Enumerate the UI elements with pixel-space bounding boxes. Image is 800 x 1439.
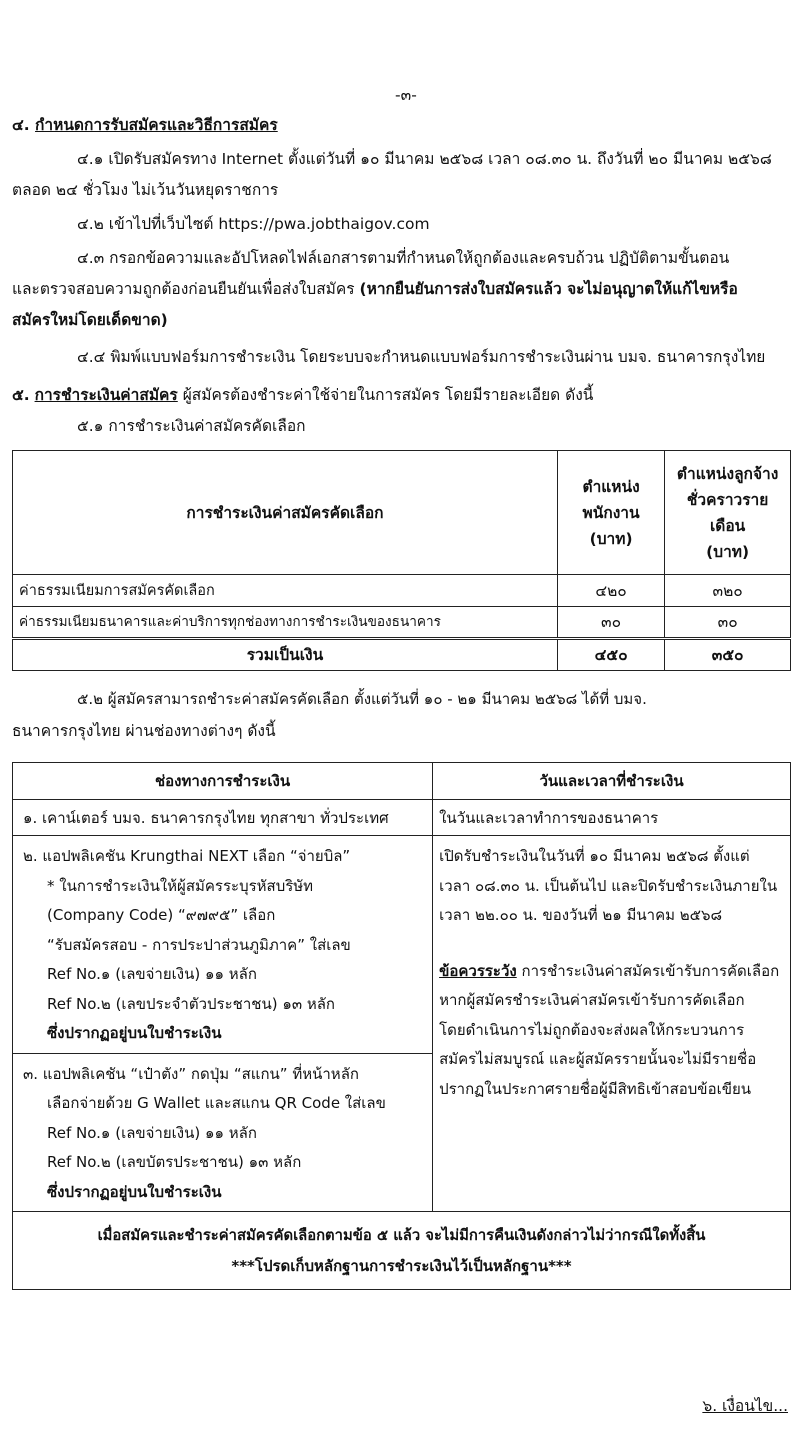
p43-line2-bold: (หากยืนยันการส่งใบสมัครแล้ว จะไม่อนุญาตให้แก้ไขหรือ [359,280,738,298]
next-page-hint [702,1393,788,1419]
channel-row3-line: Ref No.๒ (เลขบัตรประชาชน) ๑๓ หลัก [47,1153,302,1171]
fee-header-col1-line: (บาท) [589,529,633,548]
time-line: เปิดรับชำระเงินในวันที่ ๑๐ มีนาคม ๒๕๖๘ ตั้งแต่ [439,847,750,865]
time-line: เวลา ๐๘.๓๐ น. เป็นต้นไป และปิดรับชำระเงินภายใน [439,876,778,895]
p43-line3: สมัครใหม่โดยเด็ดขาด) [12,311,168,329]
fee-header-col2-line: (บาท) [706,542,750,561]
p52-line1: ๕.๒ ผู้สมัครสามารถชำระค่าสมัครคัดเลือก ตั้งแต่วันที่ ๑๐ - ๒๑ มีนาคม ๒๕๖๘ ได้ที่ บมจ. [77,690,647,708]
time-line: เวลา ๒๒.๐๐ น. ของวันที่ ๒๑ มีนาคม ๒๕๖๘ [439,906,723,924]
time-line: หากผู้สมัครชำระเงินค่าสมัครเข้ารับการคัดเลือก [439,991,745,1009]
fee-total-row [13,639,791,671]
section4-title: กำหนดการรับสมัครและวิธีการสมัคร [35,116,278,134]
table-row [13,800,791,836]
p52-line2: ธนาคารกรุงไทย ผ่านช่องทางต่างๆ ดังนี้ [12,722,276,740]
channel-row2-line: (Company Code) “๙๗๙๕” เลือก [47,906,276,924]
p41-line1: ๔.๑ เปิดรับสมัครทาง Internet ตั้งแต่วันที่ ๑๐ มีนาคม ๒๕๖๘ เวลา ๐๘.๓๐ น. ถึงวันที่ ๒๐ มีนาคม ๒๕๖๘ [77,150,772,168]
time-line: ปรากฏในประกาศรายชื่อผู้มีสิทธิเข้าสอบข้อเขียน [439,1079,751,1098]
channel-row3 [13,1053,433,1212]
fee-total-col2: ๓๕๐ [665,639,791,671]
fee-header-col1-line: ตำแหน่ง [582,477,640,496]
caution-line [439,957,784,987]
fee-row-col1: ๓๐ [557,607,664,639]
p43-line2 [12,276,738,302]
fee-table [12,450,791,671]
fee-header-col2-line: ชั่วคราวราย [686,490,769,509]
caution-text: การชำระเงินค่าสมัครเข้ารับการคัดเลือก [516,961,780,980]
fee-header-col2-line: เดือน [709,516,746,535]
channel-footer-row [13,1212,791,1290]
fee-row-col2: ๓๐ [665,607,791,639]
channel-header-row [13,763,791,800]
fee-header-col2-line: ตำแหน่งลูกจ้าง [676,464,779,483]
channel-row2-line: * ในการชำระเงินให้ผู้สมัครระบุรหัสบริษัท [47,876,314,895]
channel-row2-line: Ref No.๑ (เลขจ่ายเงิน) ๑๑ หลัก [47,965,257,983]
p42: ๔.๒ เข้าไปที่เว็บไซต์ https://pwa.jobthaigov.com [77,215,430,233]
channel-footer [13,1212,791,1290]
section5-number: ๕. [12,386,30,404]
channel-row2-line: “รับสมัครสอบ - การประปาส่วนภูมิภาค” ใส่เลข [47,935,351,954]
channel-row2-line: ซึ่งปรากฏอยู่บนใบชำระเงิน [47,1024,222,1042]
payment-channel-table [12,762,791,1290]
next-page-hint-text: ๖. เงื่อนไข... [702,1397,788,1415]
section5-intro: ผู้สมัครต้องชำระค่าใช้จ่ายในการสมัคร โดยมีรายละเอียด ดังนี้ [177,386,594,404]
time-line: สมัครไม่สมบูรณ์ และผู้สมัครรายนั้นจะไม่มีรายชื่อ [439,1050,757,1068]
p43-line1: ๔.๓ กรอกข้อความและอัปโหลดไฟล์เอกสารตามที่กำหนดให้ถูกต้องและครบถ้วน ปฏิบัติตามขั้นตอน [77,249,730,267]
fee-row-col2: ๓๒๐ [665,575,791,607]
channel-row2-line: ๒. แอปพลิเคชัน Krungthai NEXT เลือก “จ่ายบิล” [23,847,351,865]
p44: ๔.๔ พิมพ์แบบฟอร์มการชำระเงิน โดยระบบจะกำหนดแบบฟอร์มการชำระเงินผ่าน บมจ. ธนาคารกรุงไทย [77,348,766,366]
fee-row-item: ค่าธรรมเนียมธนาคารและค่าบริการทุกช่องทางการชำระเงินของธนาคาร [13,607,558,639]
section5-title: การชำระเงินค่าสมัคร [34,386,178,404]
channel-row3-line: Ref No.๑ (เลขจ่ายเงิน) ๑๑ หลัก [47,1123,257,1142]
p51: ๕.๑ การชำระเงินค่าสมัครคัดเลือก [77,417,306,435]
fee-total-item: รวมเป็นเงิน [13,639,558,671]
channel-row1: ๑. เคาน์เตอร์ บมจ. ธนาคารกรุงไทย ทุกสาขา ทั่วประเทศ [13,800,433,836]
fee-header-col1-line: พนักงาน [582,503,640,522]
channel-row2 [13,836,433,1054]
p41-line2: ตลอด ๒๔ ชั่วโมง ไม่เว้นวันหยุดราชการ [12,181,279,199]
footer-line1: เมื่อสมัครและชำระค่าสมัครคัดเลือกตามข้อ ๕ แล้ว จะไม่มีการคืนเงินดังกล่าวไม่ว่ากรณีใดทั้งสิ้น [97,1226,706,1244]
table-row [13,575,791,607]
fee-row-item: ค่าธรรมเนียมการสมัครคัดเลือก [13,575,558,607]
section5-heading [12,382,593,408]
fee-header-item: การชำระเงินค่าสมัครคัดเลือก [13,451,558,575]
footer-line2: ***โปรดเก็บหลักฐานการชำระเงินไว้เป็นหลักฐาน*** [231,1256,572,1275]
table-row [13,836,791,1054]
table-row [13,607,791,639]
time-row2 [433,836,791,1212]
time-row1: ในวันและเวลาทำการของธนาคาร [433,800,791,836]
channel-header: ช่องทางการชำระเงิน [13,763,433,800]
fee-header-col1 [557,451,664,575]
page-number: -๓- [395,86,417,104]
fee-table-header-row [13,451,791,575]
section4-heading [12,112,278,138]
channel-row2-line: Ref No.๒ (เลขประจำตัวประชาชน) ๑๓ หลัก [47,994,336,1013]
fee-header-col2 [665,451,791,575]
caution-label: ข้อควรระวัง [439,961,517,980]
channel-row3-line: ๓. แอปพลิเคชัน “เป๋าตัง” กดปุ่ม “สแกน” ที่หน้าหลัก [23,1064,359,1083]
time-header: วันและเวลาที่ชำระเงิน [433,763,791,800]
fee-total-col1: ๔๕๐ [557,639,664,671]
fee-row-col1: ๔๒๐ [557,575,664,607]
channel-row3-line: เลือกจ่ายด้วย G Wallet และสแกน QR Code ใส่เลข [47,1094,386,1112]
section4-number: ๔. [12,116,30,134]
channel-row3-line: ซึ่งปรากฏอยู่บนใบชำระเงิน [47,1182,222,1201]
p43-line2-normal: และตรวจสอบความถูกต้องก่อนยืนยันเพื่อส่งใบสมัคร [12,280,360,298]
time-line: โดยดำเนินการไม่ถูกต้องจะส่งผลให้กระบวนการ [439,1020,745,1039]
